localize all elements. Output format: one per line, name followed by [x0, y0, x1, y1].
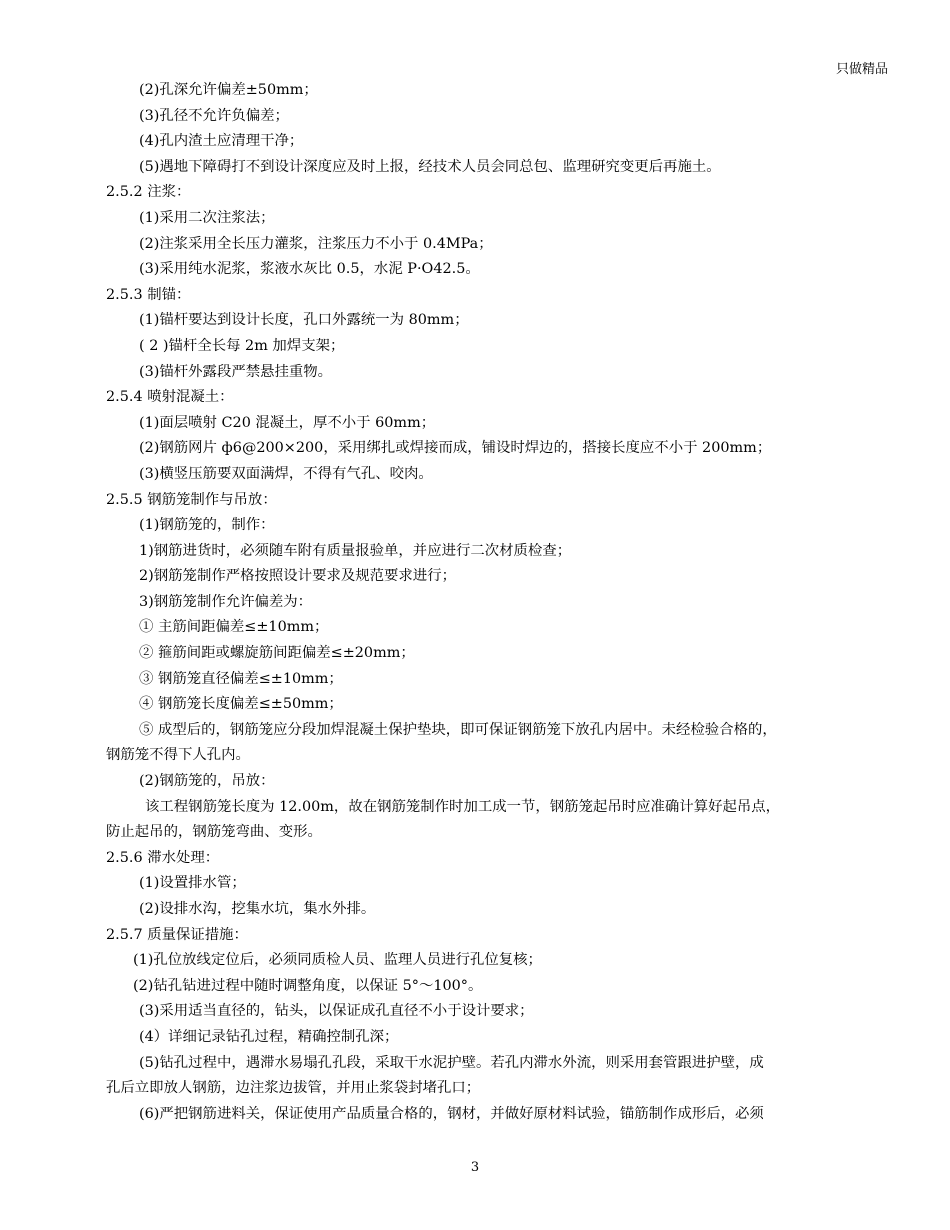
text-line: (1)孔位放线定位后，必须同质检人员、监理人员进行孔位复核； [133, 952, 542, 969]
document-body [106, 78, 896, 1127]
text-line: (6)严把钢筋进料关，保证使用产品质量合格的，钢材，并做好原材料试验，锚筋制作成形后，必须 [139, 1105, 764, 1122]
text-line: (3)采用适当直径的，钻头，以保证成孔直径不小于设计要求； [139, 1003, 534, 1020]
text-line: 2.5.6 滞水处理： [106, 849, 220, 866]
text-line: (2)钢筋网片 ф6@200×200，采用绑扎或焊接而成，铺设时焊边的，搭接长度应不小于 200mm； [139, 440, 772, 457]
text-line: 2.5.5 钢筋笼制作与吊放： [106, 491, 277, 508]
text-line: (4）详细记录钻孔过程，精确控制孔深； [139, 1028, 399, 1045]
text-line: (4)孔内渣土应清理干净； [139, 133, 304, 150]
text-line: (3)采用纯水泥浆，浆液水灰比 0.5，水泥 P·O42.5。 [139, 261, 480, 278]
text-line: ① 主筋间距偏差≤±10mm； [139, 619, 329, 636]
text-line: (1)面层喷射 C20 混凝土，厚不小于 60mm； [139, 414, 436, 431]
text-line: ( 2 )锚杆全长每 2m 加焊支架； [139, 337, 345, 354]
page-header: 只做精品 [835, 62, 888, 77]
text-line: (1)设置排水管； [139, 875, 246, 892]
text-line: (1)钢筋笼的，制作： [139, 517, 275, 534]
text-line: 2.5.3 制锚： [106, 286, 191, 303]
text-line: (2)设排水沟，挖集水坑，集水外排。 [139, 901, 376, 917]
text-line: ⑤ 成型后的，钢筋笼应分段加焊混凝土保护垫块，即可保证钢筋笼下放孔内居中。未经检验合格的， [139, 721, 777, 738]
text-line: 3)钢筋笼制作允许偏差为： [139, 593, 313, 610]
text-line: (2)孔深允许偏差±50mm； [139, 82, 318, 98]
text-line: (2)钢筋笼的，吊放： [139, 773, 275, 790]
page-number: 3 [470, 1160, 480, 1175]
text-line: (5)遇地下障碍打不到设计深度应及时上报，经技术人员会同总包、监理研究变更后再施土。 [139, 158, 721, 175]
text-line: ③ 钢筋笼直径偏差≤±10mm； [139, 670, 343, 687]
text-line: 钢筋笼不得下人孔内。 [106, 747, 250, 764]
text-line: 该工程钢筋笼长度为 12.00m，故在钢筋笼制作时加工成一节，钢筋笼起吊时应准确计算好起吊点， [145, 798, 781, 815]
text-line: (3)锚杆外露段严禁悬挂重物。 [139, 363, 333, 380]
text-line: 2)钢筋笼制作严格按照设计要求及规范要求进行； [139, 568, 456, 585]
text-line: 2.5.7 质量保证措施： [106, 926, 248, 943]
text-line: ② 箍筋间距或螺旋筋间距偏差≤±20mm； [139, 645, 415, 662]
text-line: 2.5.2 注浆： [106, 184, 191, 201]
text-line: (1)采用二次注浆法； [139, 209, 275, 226]
text-line: (2)钻孔钻进过程中随时调整角度，以保证 5°～100°。 [133, 977, 483, 994]
text-line: 1)钢筋进货时，必须随车附有质量报验单，并应进行二次材质检查； [139, 542, 572, 559]
text-line: 孔后立即放人钢筋，边注浆边拔管，并用止浆袋封堵孔口； [106, 1080, 481, 1097]
text-line: (3)横竖压筋要双面满焊，不得有气孔、咬肉。 [139, 465, 433, 482]
text-line: (2)注浆采用全长压力灌浆，注浆压力不小于 0.4MPa； [139, 235, 493, 252]
text-line: (5)钻孔过程中，遇滞水易塌孔孔段，采取干水泥护壁。若孔内滞水外流，则采用套管跟进护壁，成 [139, 1054, 764, 1071]
text-line: 2.5.4 喷射混凝土： [106, 389, 234, 406]
text-line: (3)孔径不允许负偏差； [139, 107, 289, 124]
text-line: ④ 钢筋笼长度偏差≤±50mm； [139, 696, 343, 713]
text-line: (1)锚杆要达到设计长度，孔口外露统一为 80mm； [139, 312, 469, 329]
text-line: 防止起吊的，钢筋笼弯曲、变形。 [106, 824, 322, 841]
